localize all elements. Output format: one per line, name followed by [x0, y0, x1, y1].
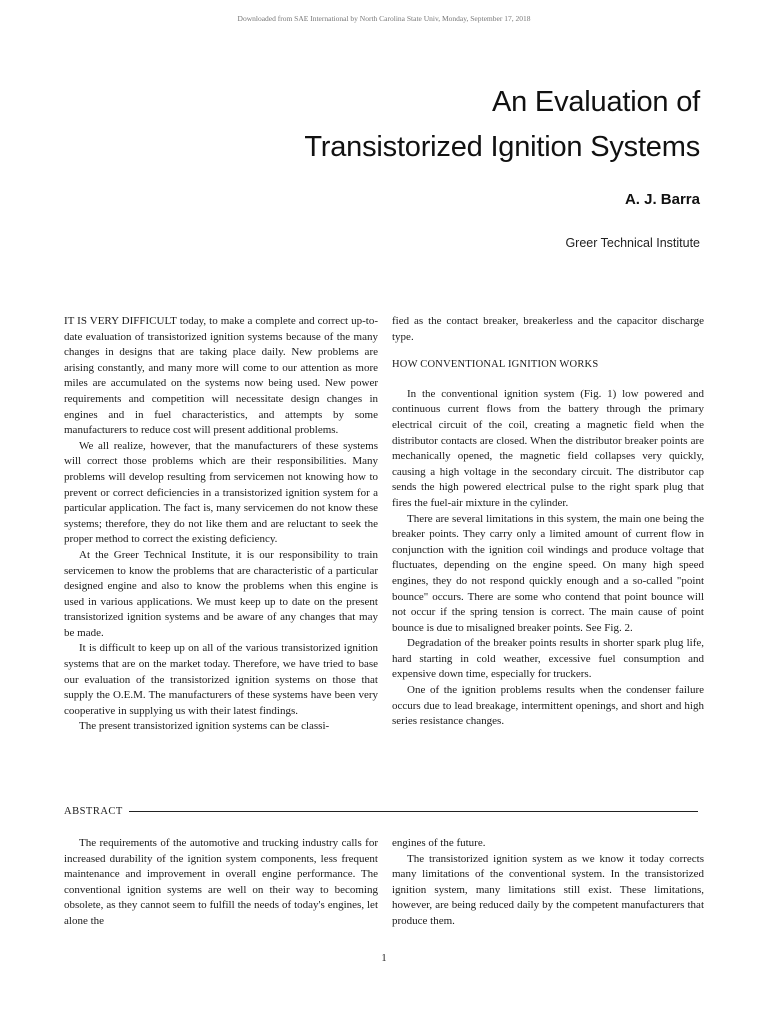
author-name: A. J. Barra	[624, 191, 700, 208]
paragraph: Degradation of the breaker points results in shorter spark plug life, hard starting in cold weather, excessive fuel consumption and expensive down time, especially for truckers.	[392, 637, 704, 681]
paper-title-line-1: An Evaluation of	[492, 86, 700, 118]
abstract-left-column	[64, 836, 378, 930]
section-heading: HOW CONVENTIONAL IGNITION WORKS	[392, 359, 599, 371]
download-note: Downloaded from SAE International by North Carolina State Univ, Monday, September 17, 2018	[237, 14, 531, 23]
paragraph: One of the ignition problems results when the condenser failure occurs due to lead breakage, intermittent openings, and short and high series resistance changes.	[392, 684, 704, 728]
abstract-paragraph: The transistorized ignition system as we know it today corrects many limitations of the conventional system. In the transistorized ignition system, many limitations still exist. These limitations, however, are being reduced daily by the competent manufacturers that produce them.	[392, 852, 704, 927]
author-affiliation: Greer Technical Institute	[565, 236, 700, 250]
abstract-header	[64, 806, 698, 817]
right-column	[392, 314, 704, 730]
abstract-continuation: engines of the future.	[392, 837, 486, 849]
paragraph-continuation: fied as the contact breaker, breakerless and the capacitor discharge type.	[392, 315, 704, 343]
paragraph: We all realize, however, that the manufacturers of these systems will correct those problems which are their responsibilities. Many problems will develop resulting from servicemen not knowing how to prevent or correct deficiencies in a transistorized ignition system for a particular application. The fact is, many servicemen do not know these systems; therefore, they do not like them and are reluctant to seek the proper method to correct the existing deficiency.	[64, 439, 378, 546]
abstract-right-column	[392, 836, 704, 930]
abstract-paragraph: The requirements of the automotive and trucking industry calls for increased durability of the ignition system components, less frequent maintenance and improvement in overall engine performance. The conventional ignition systems are well on their way to becoming obsolete, as they cannot seem to fulfill the needs of today's engines, let alone the	[64, 837, 378, 927]
page-number: 1	[381, 953, 387, 964]
paragraph: At the Greer Technical Institute, it is our responsibility to train servicemen to know the problems that are characteristic of a particular designed engine and also to know the problems when this engine is used in various applications. We must keep up to date on the present transistorized ignition systems and be aware of any changes that may be made.	[64, 548, 378, 639]
paragraph: In the conventional ignition system (Fig. 1) low powered and continuous current flows from the battery through the primary electrical circuit of the coil, creating a magnetic field when the distributor contacts are closed. When the distributor breaker points are mechanically opened, the magnetic field collapses very quickly, causing a high voltage in the secondary circuit. The distributor cap sends the high powered electrical pulse to the right spark plug that fires the fuel-air mixture in the cylinder.	[392, 387, 704, 509]
abstract-rule	[129, 811, 698, 812]
paragraph: The present transistorized ignition systems can be classi-	[79, 720, 330, 733]
left-column	[64, 314, 378, 735]
abstract-label: ABSTRACT	[64, 806, 123, 817]
paragraph: There are several limitations in this system, the main one being the breaker points. They carry only a limited amount of current flow in conjunction with the ignition coil windings and produce voltage that fluctuates, depending on the engine speed. On many high speed engines, they do not respond quickly enough and a so-called "point bounce" occurs. There are some who contend that point bounce will not occur if the spring tension is correct. The main cause of point bounce is due to misaligned breaker points. See Fig. 2.	[392, 512, 704, 634]
paragraph: It is difficult to keep up on all of the various transistorized ignition systems that are on the market today. Therefore, we have tried to base our evaluation of the transistorized ignition systems on those that supply the O.E.M. The manufacturers of these systems have been very cooperative in supplying us with their latest findings.	[64, 642, 378, 717]
paper-title-line-2: Transistorized Ignition Systems	[304, 131, 700, 163]
paragraph: IT IS VERY DIFFICULT today, to make a complete and correct up-to-date evaluation of transistorized ignition systems because of the many changes in designs that are taking place daily. New problems are arising constantly, and many more will come to our attention as more miles are accumulated on the systems now being used. New power requirements and competition will necessitate design changes in engines and in fuel characteristics, and attempts by some manufacturers to reduce cost will present additional problems.	[64, 315, 378, 437]
